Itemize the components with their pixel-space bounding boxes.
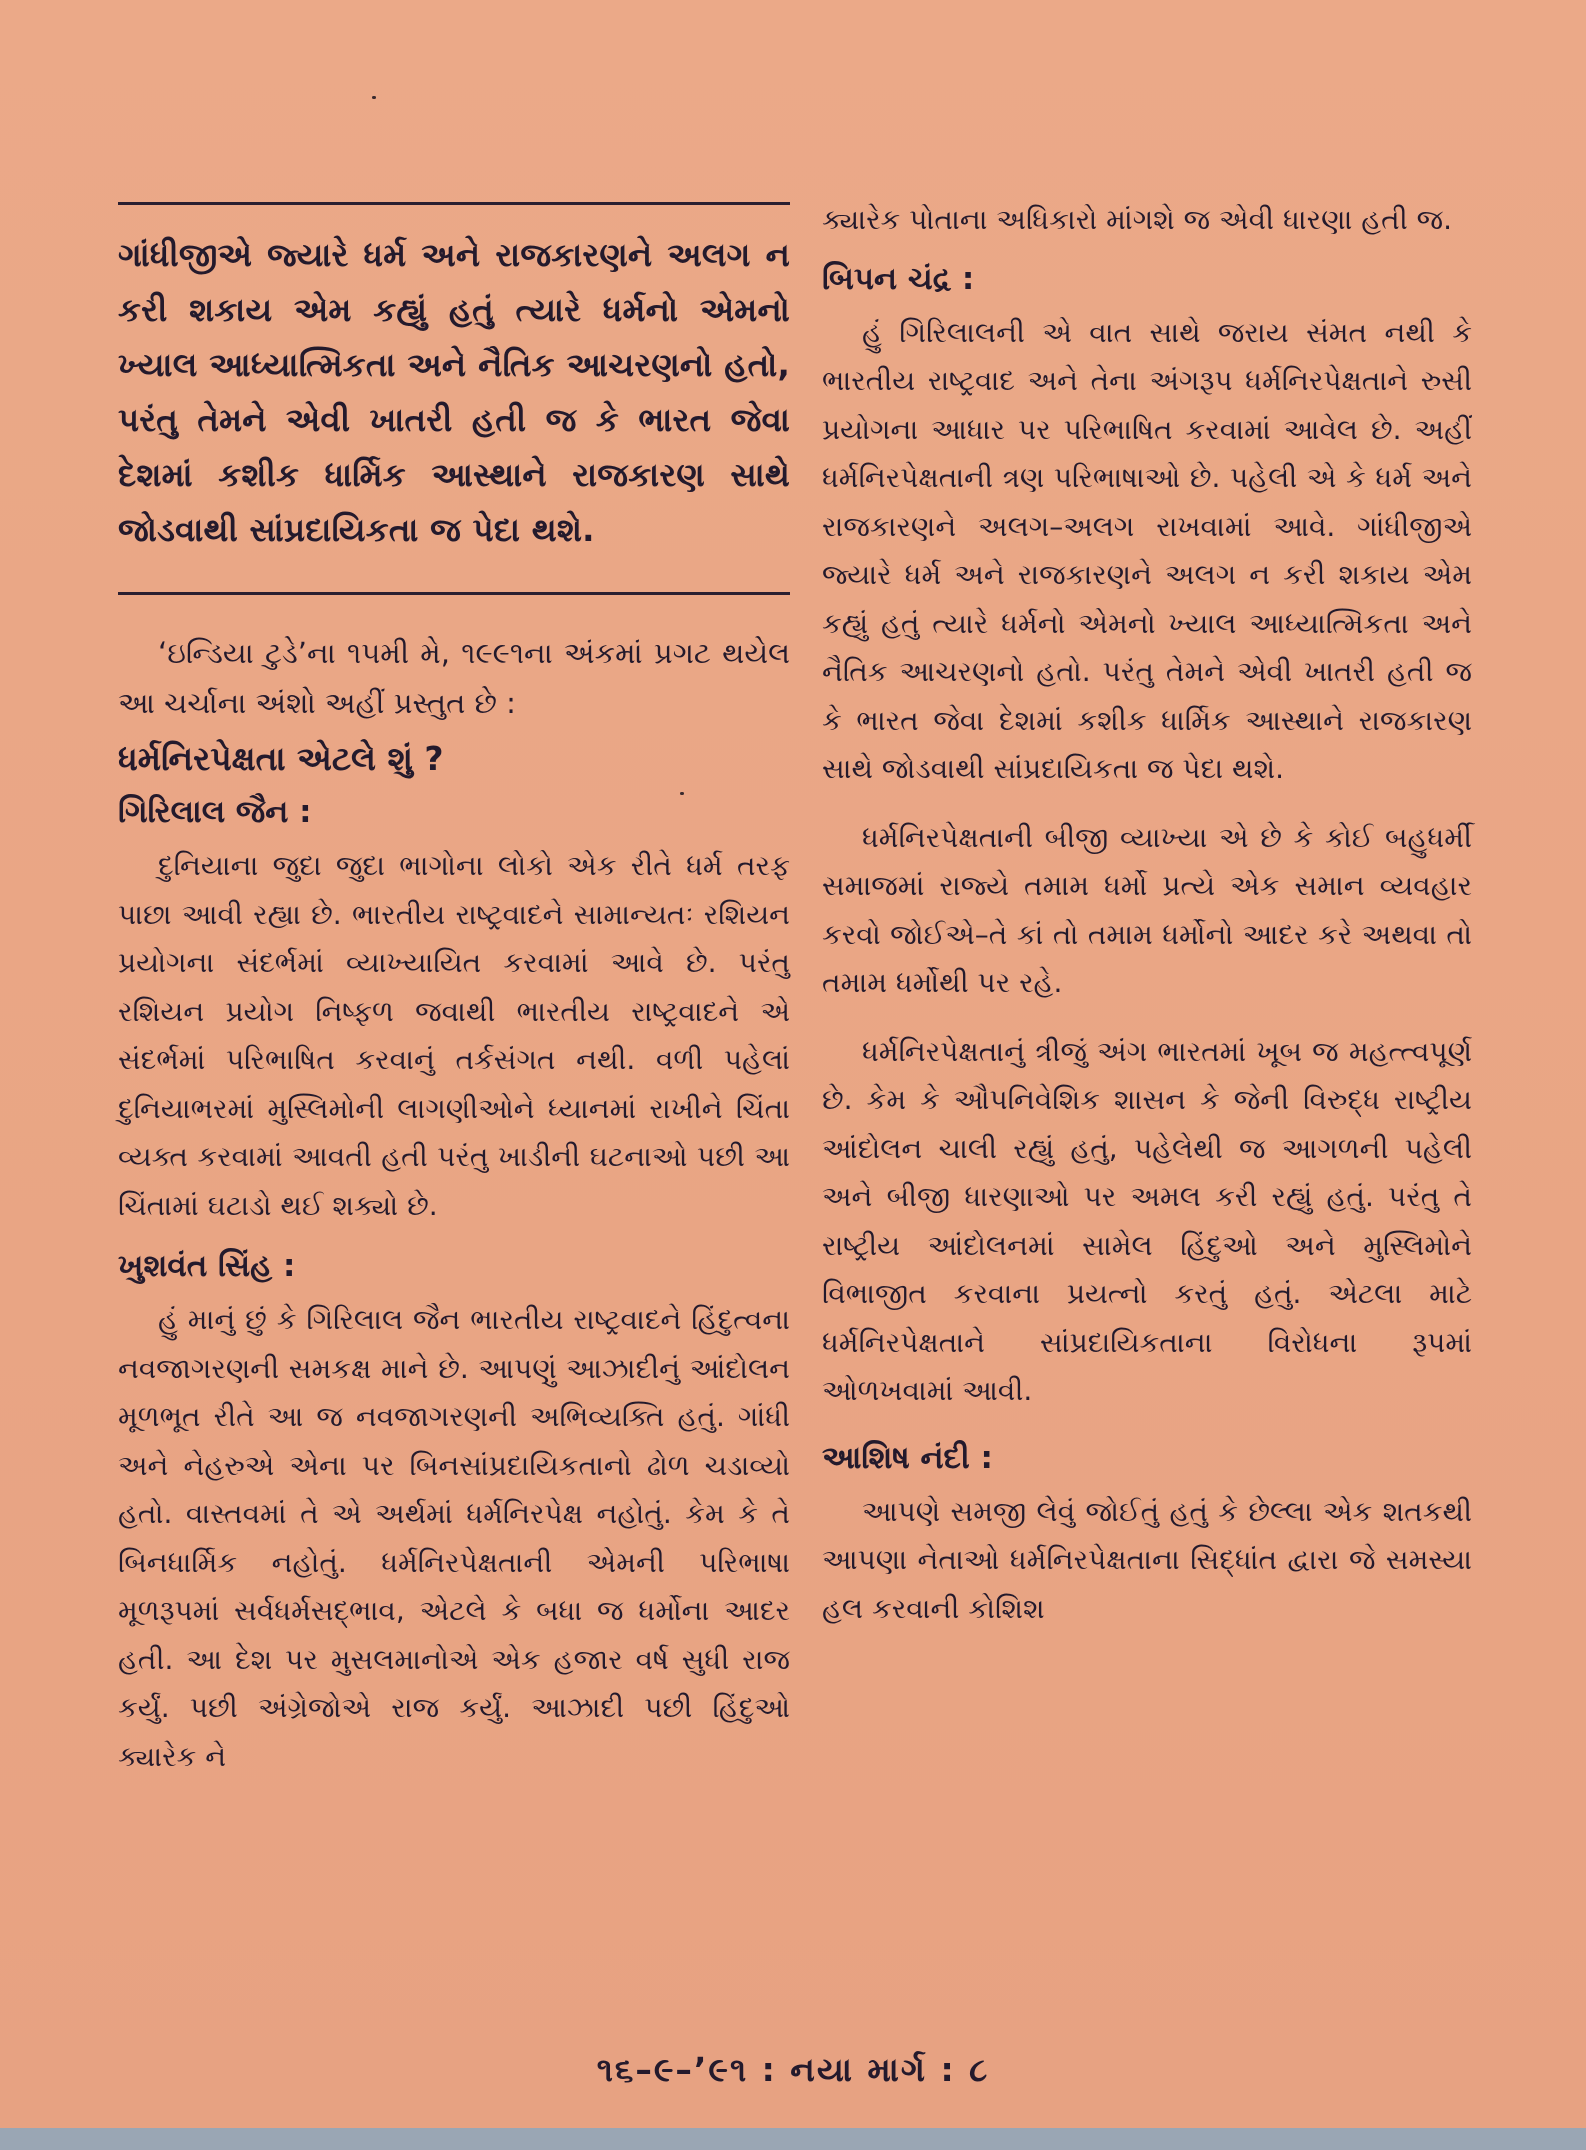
right-column [822,196,1472,1633]
left-column [118,196,790,1781]
print-speck [372,96,376,99]
khushwant-text: હું માનું છું કે ગિરિલાલ જૈન ભારતીય રાષ્ટ્રવાદને હિંદુત્વના નવજાગરણની સમકક્ષ માને છે. આપણું આઝાદીનું આંદોલન મૂળભૂત રીતે આ જ નવજાગરણની અભિવ્યક્તિ હતું. ગાંધી અને નેહરુએ એના પર બિનસાંપ્રદાયિકતાનો ઢોળ ચડાવ્યો હતો. વાસ્તવમાં તે એ અર્થમાં ધર્મનિરપેક્ષ નહોતું. કેમ કે તે બિનધાર્મિક નહોતું. ધર્મનિરપેક્ષતાની એમની પરિભાષા મૂળરૂપમાં સર્વધર્મસદ્ભાવ, એટલે કે બધા જ ધર્મોના આદર હતી. આ દેશ પર મુસલમાનોએ એક હજાર વર્ષ સુધી રાજ કર્યું. પછી અંગ્રેજોએ રાજ કર્યું. આઝાદી પછી હિંદુઓ ક્યારેક ને [118,1303,790,1773]
speaker-khushwant: ખુશવંત સિંહ : [118,1248,296,1284]
girilal-text: દુનિયાના જુદા જુદા ભાગોના લોકો એક રીતે ધર્મ તરફ પાછા આવી રહ્યા છે. ભારતીય રાષ્ટ્રવાદને સામાન્યતઃ રશિયન પ્રયોગના સંદર્ભમાં વ્યાખ્યાયિત કરવામાં આવે છે. પરંતુ રશિયન પ્રયોગ નિષ્ફળ જવાથી ભારતીય રાષ્ટ્રવાદને એ સંદર્ભમાં પરિભાષિત કરવાનું તર્કસંગત નથી. વળી પહેલાં દુનિયાભરમાં મુસ્લિમોની લાગણીઓને ધ્યાનમાં રાખીને ચિંતા વ્યક્ત કરવામાં આવતી હતી પરંતુ ખાડીની ઘટનાઓ પછી આ ચિંતામાં ઘટાડો થઈ શક્યો છે. [118,849,790,1222]
khushwant-text-continued: ક્યારેક પોતાના અધિકારો માંગશે જ એવી ધારણા હતી જ. [822,203,1453,236]
bipan-text-2: ધર્મનિરપેક્ષતાની બીજી વ્યાખ્યા એ છે કે કોઈ બહુધર્મી સમાજમાં રાજ્યે તમામ ધર્મો પ્રત્યે એક સમાન વ્યવહાર કરવો જોઈએ–તે કાં તો તમામ ધર્મોનો આદર કરે અથવા તો તમામ ધર્મોથી પર રહે. [822,820,1472,999]
speaker-ashis: આશિષ નંદી : [822,1439,993,1476]
pull-quote: ગાંધીજીએ જ્યારે ધર્મ અને રાજકારણને અલગ ન કરી શકાય એમ કહ્યું હતું ત્યારે ધર્મનો એમનો ખ્યાલ આધ્યાત્મિકતા અને નૈતિક આચરણનો હતો, પરંતુ તેમને એવી ખાતરી હતી જ કે ભારત જેવા દેશમાં કશીક ધાર્મિક આસ્થાને રાજકારણ સાથે જોડવાથી સાંપ્રદાયિકતા જ પેદા થશે. [118,236,790,549]
intro-text: ‘ઇન્ડિયા ટુડે’ના ૧૫મી મે, ૧૯૯૧ના અંકમાં પ્રગટ થયેલ આ ચર્ચાના અંશો અહીં પ્રસ્તુત છે : [118,636,790,720]
scanner-edge [0,2128,1586,2150]
page-footer: ૧૬–૯–’૯૧ : નયા માર્ગ : ૮ [596,2050,990,2089]
print-speck [680,792,684,795]
ashis-text: આપણે સમજી લેવું જોઈતું હતું કે છેલ્લા એક શતકથી આપણા નેતાઓ ધર્મનિરપેક્ષતાના સિદ્ધાંત દ્વારા જે સમસ્યા હલ કરવાની કોશિશ [822,1494,1472,1625]
bipan-text-1: હું ગિરિલાલની એ વાત સાથે જરાય સંમત નથી કે ભારતીય રાષ્ટ્રવાદ અને તેના અંગરૂપ ધર્મનિરપેક્ષતાને રુસી પ્રયોગના આધાર પર પરિભાષિત કરવામાં આવેલ છે. અહીં ધર્મનિરપેક્ષતાની ત્રણ પરિભાષાઓ છે. પહેલી એ કે ધર્મ અને રાજકારણને અલગ–અલગ રાખવામાં આવે. ગાંધીજીએ જ્યારે ધર્મ અને રાજકારણને અલગ ન કરી શકાય એમ કહ્યું હતું ત્યારે ધર્મનો એમનો ખ્યાલ આધ્યાત્મિકતા અને નૈતિક આચરણનો હતો. પરંતુ તેમને એવી ખાતરી હતી જ કે ભારત જેવા દેશમાં કશીક ધાર્મિક આસ્થાને રાજકારણ સાથે જોડવાથી સાંપ્રદાયિકતા જ પેદા થશે. [822,315,1472,785]
bipan-text-3: ધર્મનિરપેક્ષતાનું ત્રીજું અંગ ભારતમાં ખૂબ જ મહત્ત્વપૂર્ણ છે. કેમ કે ઔપનિવેશિક શાસન કે જેની વિરુદ્ધ રાષ્ટ્રીય આંદોલન ચાલી રહ્યું હતું, પહેલેથી જ આગળની પહેલી અને બીજી ધારણાઓ પર અમલ કરી રહ્યું હતું. પરંતુ તે રાષ્ટ્રીય આંદોલનમાં સામેલ હિંદુઓ અને મુસ્લિમોને વિભાજીત કરવાના પ્રયત્નો કરતું હતું. એટલા માટે ધર્મનિરપેક્ષતાને સાંપ્રદાયિકતાના વિરોધના રૂપમાં ઓળખવામાં આવી. [822,1034,1472,1407]
speaker-bipan: બિપન ચંદ્ર : [822,260,975,297]
section-heading: ધર્મનિરપેક્ષતા એટલે શું ? [118,739,444,778]
speaker-girilal: ગિરિલાલ જૈન : [118,794,312,830]
